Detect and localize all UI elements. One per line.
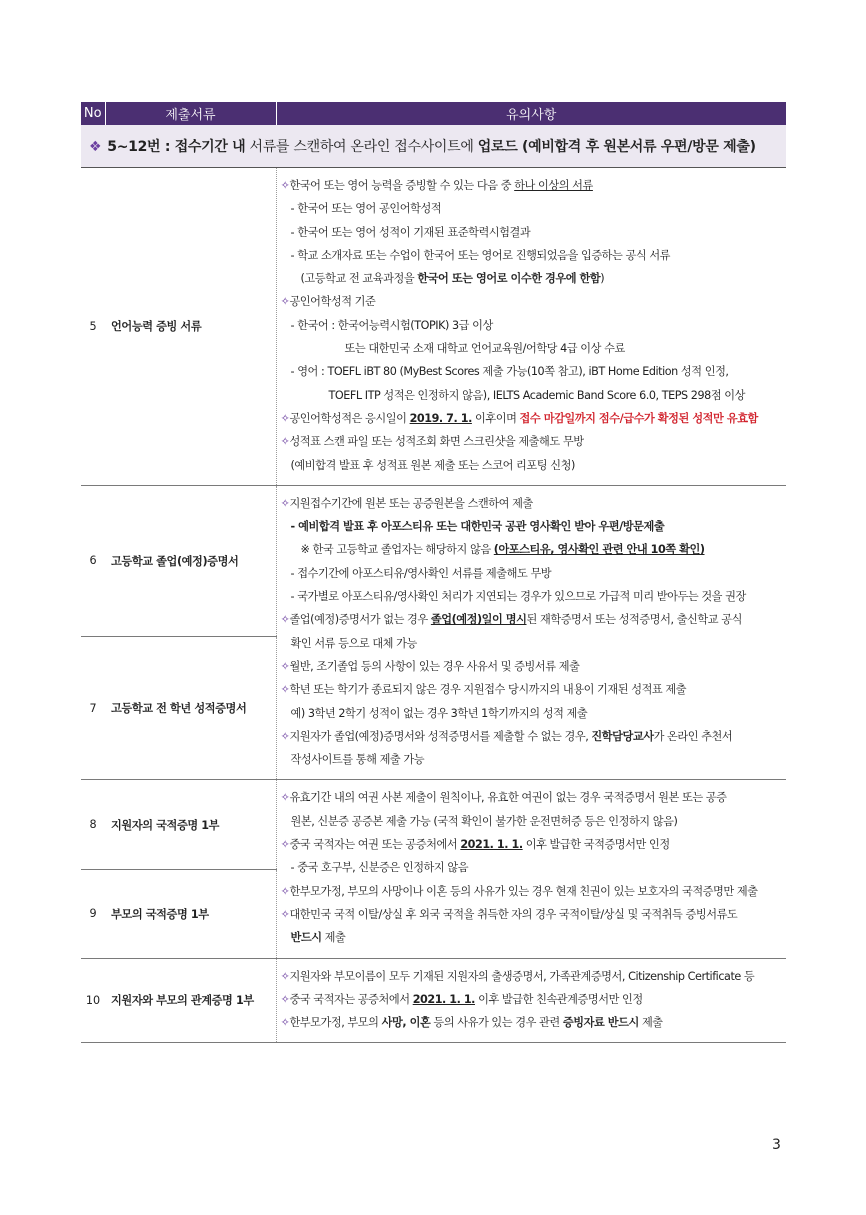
table-row: [81, 958, 786, 1043]
note-line: - 접수기간에 아포스티유/영사확인 서류를 제출해도 무방: [290, 566, 552, 580]
star-bullet-icon: ✧: [280, 435, 290, 449]
notes-cell: [276, 168, 786, 486]
note-line: [281, 1011, 787, 1034]
notice-row: [81, 125, 786, 168]
note-line: - 영어 : TOEFL iBT 80 (MyBest Scores 제출 가능(10쪽 참고), iBT Home Edition 성적 인정,: [290, 365, 729, 379]
note-line: 원본, 신분증 공증본 제출 가능 (국적 확인이 불가한 운전면허증 등은 인정하지 않음): [290, 814, 678, 828]
note-line: [281, 926, 787, 949]
note-line: - 국가별로 아포스티유/영사확인 처리가 지연되는 경우가 있으므로 가급적 미리 받아두는 것을 권장: [290, 590, 746, 604]
table-row: [81, 168, 786, 486]
star-bullet-icon: ✧: [280, 1016, 290, 1030]
note-text: 지원접수기간에 원본 또는 공증원본을 스캔하여 제출: [289, 496, 533, 510]
note-line: 또는 대한민국 소재 대학교 언어교육원/어학당 4급 이상 수료: [344, 342, 625, 356]
star-bullet-icon: ✧: [280, 683, 290, 697]
note-text: 졸업(예정)증명서가 없는 경우: [289, 613, 431, 627]
note-text: (고등학교 전 교육과정을: [300, 272, 418, 286]
submission-documents-table: [81, 102, 786, 1043]
row-number: 8: [81, 780, 105, 870]
star-bullet-icon: ✧: [280, 179, 290, 192]
document-body: [81, 102, 786, 1043]
header-document: 제출서류: [105, 102, 276, 125]
document-name: 언어능력 증빙 서류: [105, 168, 276, 486]
table-header-row: [81, 102, 786, 125]
diamond-icon: ❖: [89, 139, 102, 155]
note-line: 작성사이트를 통해 제출 가능: [290, 753, 425, 767]
note-text: 2019. 7. 1.: [409, 411, 472, 425]
row-number: 5: [81, 168, 105, 486]
note-text: 증빙자료 반드시: [562, 1016, 639, 1030]
note-text: 가 온라인 추천서: [653, 729, 733, 743]
star-bullet-icon: ✧: [280, 969, 290, 983]
document-name: 지원자와 부모의 관계증명 1부: [105, 958, 276, 1043]
note-text: (아포스티유, 영사확인 관련 안내 10쪽 확인): [493, 543, 705, 557]
star-bullet-icon: ✧: [280, 907, 290, 921]
star-bullet-icon: ✧: [280, 791, 290, 805]
note-line: [281, 538, 787, 561]
note-text: 유효기간 내의 여권 사본 제출이 원칙이나, 유효한 여권이 없는 경우 국적증명서 원본 또는 공증: [289, 791, 727, 805]
row-number: 7: [81, 636, 105, 780]
notes-cell: [276, 485, 786, 780]
star-bullet-icon: ✧: [280, 613, 290, 627]
note-line: - 학교 소개자료 또는 수업이 한국어 또는 영어로 진행되었음을 입증하는 공식 서류: [290, 248, 671, 262]
note-line: [281, 267, 787, 290]
note-line: [281, 290, 787, 313]
note-text: 반드시: [290, 931, 322, 945]
note-text: 제출: [638, 1016, 663, 1030]
star-bullet-icon: ✧: [280, 884, 290, 898]
note-line: [281, 786, 787, 809]
note-line: [281, 965, 787, 988]
note-text: 대한민국 국적 이탈/상실 후 외국 국적을 취득한 자의 경우 국적이탈/상실 및 국적취득 증빙서류도: [289, 907, 738, 921]
header-no: No: [81, 102, 105, 125]
note-text: 중국 국적자는 여권 또는 공증처에서: [289, 838, 461, 852]
star-bullet-icon: ✧: [280, 729, 290, 743]
page-number: 3: [772, 1137, 781, 1153]
document-name: 고등학교 전 학년 성적증명서: [105, 636, 276, 780]
note-text: ): [600, 272, 605, 286]
note-text: 이후 발급한 친속관계증명서만 인정: [474, 992, 643, 1006]
note-line: [281, 678, 787, 701]
star-bullet-icon: ✧: [280, 411, 290, 425]
document-name: 지원자의 국적증명 1부: [105, 780, 276, 870]
note-line: - 한국어 : 한국어능력시험(TOPIK) 3급 이상: [290, 318, 493, 332]
note-line: [281, 174, 787, 197]
note-text: 지원자와 부모이름이 모두 기재된 지원자의 출생증명서, 가족관계증명서, Citizenship Certificate 등: [289, 969, 755, 983]
note-text: 하나 이상의 서류: [514, 179, 593, 192]
star-bullet-icon: ✧: [280, 992, 290, 1006]
notes-cell: [276, 780, 786, 958]
note-line: [281, 430, 787, 453]
note-line: 확인 서류 등으로 대체 가능: [290, 636, 417, 650]
note-text: 진학담당교사: [591, 729, 654, 743]
star-bullet-icon: ✧: [280, 295, 290, 309]
document-name: 고등학교 졸업(예정)증명서: [105, 485, 276, 636]
note-text: 제출: [321, 931, 346, 945]
note-text: 된 재학증명서 또는 성적증명서, 출신학교 공식: [526, 613, 742, 627]
note-line: [281, 725, 787, 748]
star-bullet-icon: ✧: [280, 496, 290, 510]
note-text: 졸업(예정)일이 명시: [430, 613, 527, 627]
note-line: - 중국 호구부, 신분증은 인정하지 않음: [290, 861, 469, 875]
row-number: 10: [81, 958, 105, 1043]
note-line: - 한국어 또는 영어 성적이 기재된 표준학력시험결과: [290, 225, 531, 239]
note-text: 지원자가 졸업(예정)증명서와 성적증명서를 제출할 수 없는 경우,: [289, 729, 592, 743]
note-text: 한부모가정, 부모의: [289, 1016, 382, 1030]
star-bullet-icon: ✧: [280, 838, 290, 852]
note-text: 성적표 스캔 파일 또는 성적조회 화면 스크린샷을 제출해도 무방: [289, 435, 584, 449]
note-line: [281, 903, 787, 926]
header-notes: 유의사항: [276, 102, 786, 125]
note-text: 2021. 1. 1.: [460, 838, 523, 852]
note-text: 공인어학성적은 응시일이: [289, 411, 410, 425]
note-text: 학년 또는 학기가 종료되지 않은 경우 지원접수 당시까지의 내용이 기재된 성적표 제출: [289, 683, 687, 697]
note-line: - 예비합격 발표 후 아포스티유 또는 대한민국 공관 영사확인 받아 우편/방문제출: [290, 520, 665, 534]
note-text: 중국 국적자는 공증처에서: [289, 992, 413, 1006]
note-text: ※ 한국 고등학교 졸업자는 해당하지 않음: [300, 543, 494, 557]
row-number: 9: [81, 870, 105, 958]
note-line: (예비합격 발표 후 성적표 원본 제출 또는 스코어 리포팅 신청): [290, 458, 575, 472]
note-text: 한부모가정, 부모의 사망이나 이혼 등의 사유가 있는 경우 현재 친권이 있는 보호자의 국적증명만 제출: [289, 884, 758, 898]
note-text: 한국어 또는 영어로 이수한 경우에 한함: [417, 272, 601, 286]
note-text: 사망, 이혼: [381, 1016, 431, 1030]
note-text: 등의 사유가 있는 경우 관련: [430, 1016, 563, 1030]
note-line: [281, 407, 787, 430]
note-text: 2021. 1. 1.: [412, 992, 475, 1006]
note-line: [281, 608, 787, 631]
note-line: 예) 3학년 2학기 성적이 없는 경우 3학년 1학기까지의 성적 제출: [290, 706, 588, 720]
note-line: [281, 833, 787, 856]
note-text: 이후 발급한 국적증명서만 인정: [522, 838, 670, 852]
note-text: 월반, 조기졸업 등의 사항이 있는 경우 사유서 및 증빙서류 제출: [289, 659, 580, 673]
note-line: - 한국어 또는 영어 공인어학성적: [290, 202, 442, 216]
note-text: 공인어학성적 기준: [289, 295, 376, 309]
table-row: [81, 485, 786, 636]
note-text: 접수 마감일까지 점수/급수가 확정된 성적만 유효함: [519, 411, 758, 425]
note-text: 한국어 또는 영어 능력을 증빙할 수 있는 다음 중: [289, 179, 515, 192]
row-number: 6: [81, 485, 105, 636]
note-line: [281, 880, 787, 903]
note-line: TOEFL ITP 성적은 인정하지 않음), IELTS Academic Band Score 6.0, TEPS 298점 이상: [328, 388, 745, 402]
table-row: [81, 780, 786, 870]
note-line: [281, 492, 787, 515]
note-text: 이후이며: [471, 411, 520, 425]
note-line: [281, 988, 787, 1011]
star-bullet-icon: ✧: [280, 659, 290, 673]
note-line: [281, 655, 787, 678]
notice-text: ❖ 5~12번 : 접수기간 내 서류를 스캔하여 온라인 접수사이트에 업로드 (예비합격 후 원본서류 우편/방문 제출): [81, 125, 786, 168]
document-name: 부모의 국적증명 1부: [105, 870, 276, 958]
notes-cell: [276, 958, 786, 1043]
